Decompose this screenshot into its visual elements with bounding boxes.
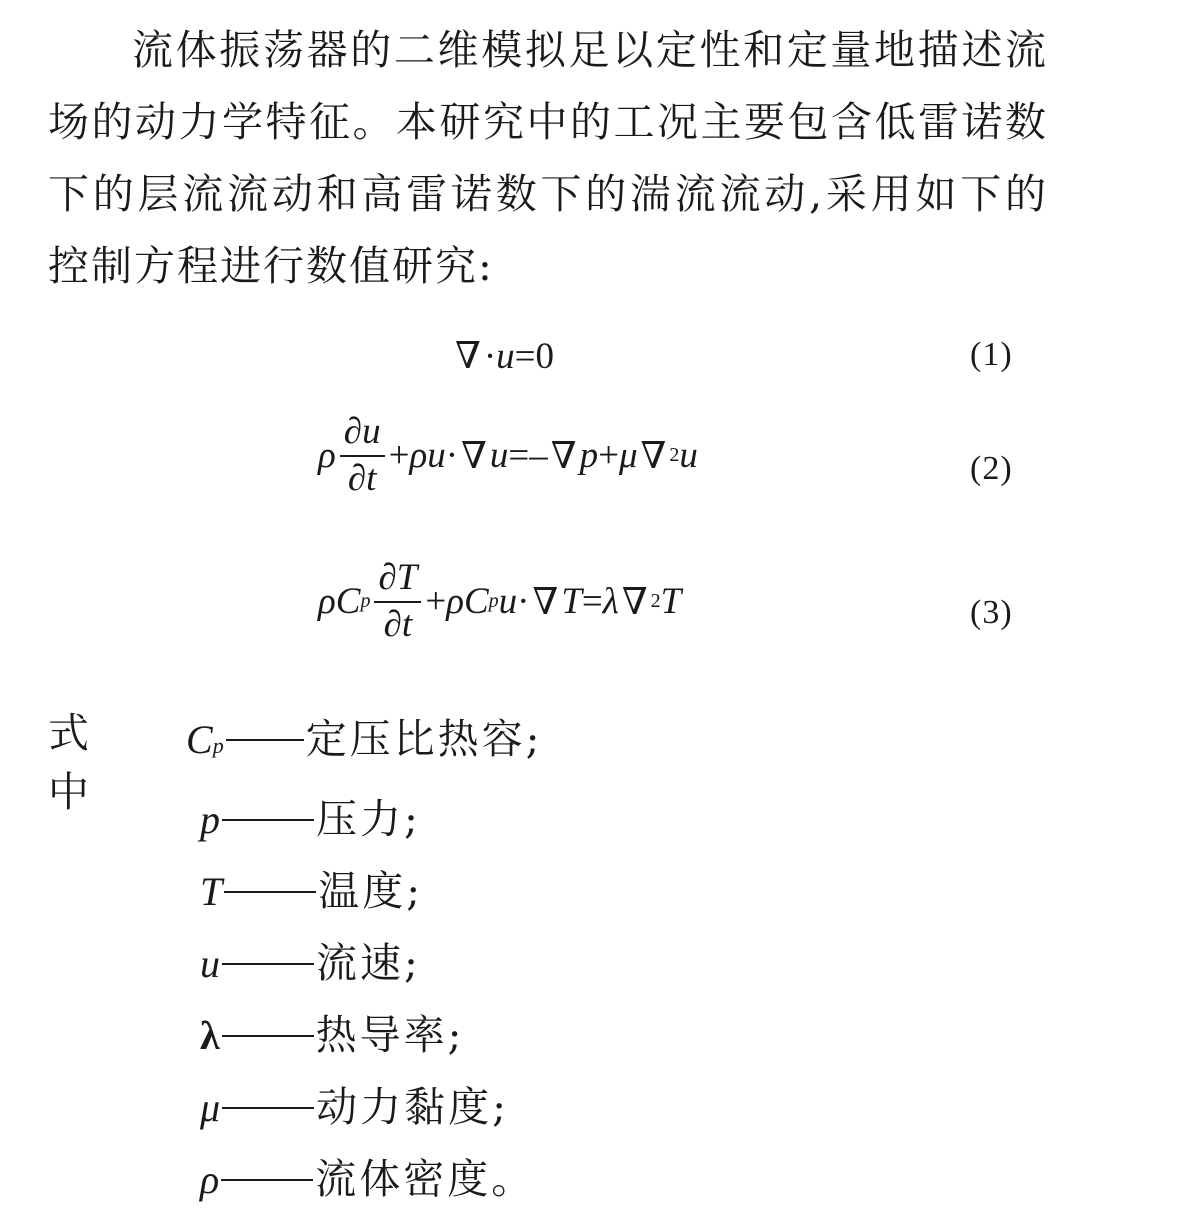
definition-mu [200, 1074, 509, 1133]
definition-symbol: p [200, 797, 220, 842]
em-dash [224, 891, 316, 893]
definition-text: 压力; [316, 795, 421, 843]
definition-cp [186, 706, 543, 765]
em-dash [226, 739, 304, 741]
definition-lambda [200, 1002, 464, 1061]
definition-u [200, 930, 421, 989]
equation-2-number: (2) [970, 450, 1013, 487]
em-dash [222, 963, 314, 965]
definition-symbol: ρ [200, 1157, 220, 1202]
em-dash [221, 1179, 313, 1181]
equation-3 [0, 550, 1181, 670]
definition-subscript: p [212, 733, 224, 758]
definition-symbol: λ [200, 1013, 220, 1058]
definition-text: 热导率; [315, 1011, 465, 1059]
equation-3-body: ρC p $\frac{\partial T}{\partial t}$ + ρC p u · ∇ T = λ ∇ 2 T [318, 557, 682, 645]
definition-rho [200, 1146, 535, 1205]
equation-2-body: ρ $\frac{\partial u}{\partial t}$ + ρu · ∇ u =– ∇ p + μ ∇ 2 u [318, 411, 698, 499]
em-dash [222, 1035, 314, 1037]
equation-2 [0, 408, 1181, 528]
body-paragraph: 流体振荡器的二维模拟足以定性和定量地描述流场的动力学特征。本研究中的工况主要包含低雷诺数下的层流流动和高雷诺数下的湍流流动,采用如下的控制方程进行数值研究: [48, 26, 1048, 290]
equation-1 [0, 300, 1181, 420]
equation-1-number: (1) [970, 336, 1013, 373]
definition-text: 流体密度。 [315, 1155, 536, 1203]
em-dash [222, 819, 314, 821]
equation-3-number: (3) [970, 594, 1013, 631]
definition-text: 定压比热容; [305, 715, 543, 763]
definition-symbol: u [200, 941, 220, 986]
definition-symbol: C [186, 717, 213, 762]
definition-symbol: T [200, 869, 223, 914]
definition-p [200, 786, 421, 845]
em-dash [222, 1107, 314, 1109]
definition-text: 动力黏度; [316, 1083, 509, 1131]
definition-symbol: μ [200, 1085, 221, 1130]
definition-t [200, 858, 423, 917]
definition-text: 温度; [318, 867, 424, 915]
definitions-lead: 式中 [48, 709, 95, 816]
equation-1-body: ∇ · u =0 [455, 335, 555, 377]
definition-text: 流速; [316, 939, 421, 987]
